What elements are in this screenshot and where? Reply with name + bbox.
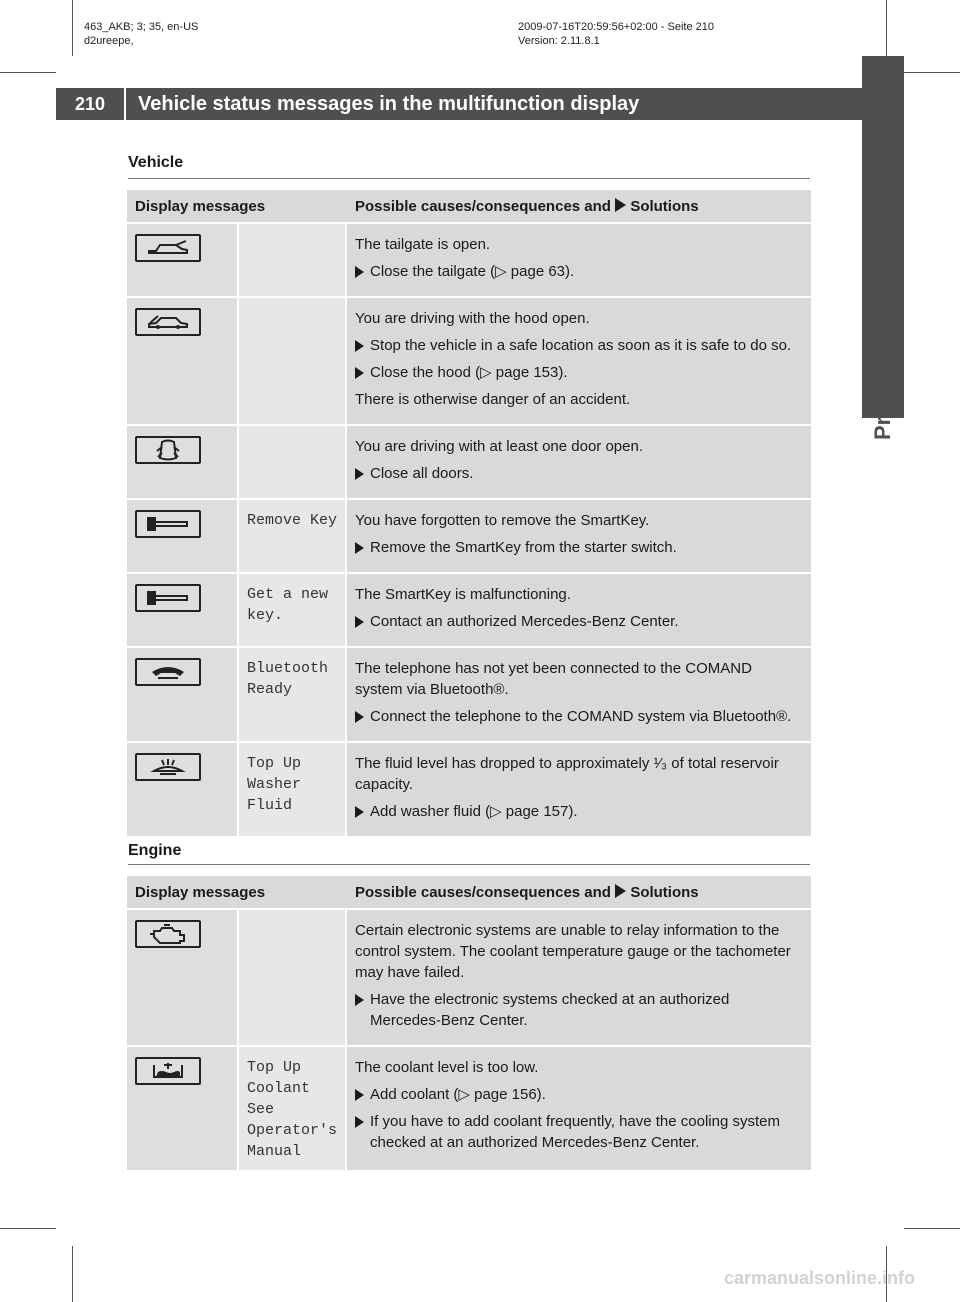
solution-step [355, 335, 803, 356]
line-text: There is otherwise danger of an accident. [355, 391, 631, 408]
display-message: Remove Key [237, 500, 347, 572]
solution-step [355, 989, 803, 1031]
table-header-row [127, 190, 811, 222]
causes-solutions-cell [347, 648, 811, 741]
solution-step [355, 261, 803, 282]
icon-cell [127, 426, 237, 498]
line-text: You are driving with the hood open. [355, 310, 590, 327]
solution-step [355, 706, 803, 727]
arrow-icon [355, 711, 364, 723]
crop-mark [72, 0, 73, 56]
arrow-icon [355, 468, 364, 480]
vehicle-messages-table [127, 188, 811, 838]
display-message [237, 910, 347, 1045]
line-text: Close the hood (▷ page 153). [370, 364, 568, 381]
solution-step [355, 463, 803, 484]
display-message [237, 426, 347, 498]
line-text: You have forgotten to remove the SmartKey. [355, 512, 650, 529]
causes-solutions-cell [347, 910, 811, 1045]
arrow-icon [355, 367, 364, 379]
arrow-icon [615, 198, 626, 212]
cause-text [355, 584, 803, 605]
telephone-icon [135, 658, 201, 686]
engine-messages-table [127, 874, 811, 1172]
icon-cell [127, 500, 237, 572]
coolant-icon [135, 1057, 201, 1085]
line-text: The tailgate is open. [355, 236, 491, 253]
crop-mark [886, 0, 887, 56]
cause-text [355, 658, 803, 700]
arrow-icon [355, 806, 364, 818]
causes-solutions-cell [347, 500, 811, 572]
crop-mark [0, 72, 56, 73]
line-text: The coolant level is too low. [355, 1059, 539, 1076]
sidebar-label-text: Practical hints [870, 289, 895, 440]
cause-text [355, 436, 803, 457]
display-message: Top Up Washer Fluid [237, 743, 347, 836]
meta-left-line2: d2ureepe, [84, 35, 134, 47]
column-header-causes: Possible causes/consequences and Solutions [347, 876, 811, 908]
hood-open-icon [135, 308, 201, 336]
column-header-display: Display messages [127, 876, 347, 908]
table-row [127, 1047, 811, 1170]
watermark: carmanualsonline.info [724, 1268, 916, 1288]
arrow-icon [355, 616, 364, 628]
icon-cell [127, 574, 237, 646]
section-title-vehicle: Vehicle [128, 154, 184, 171]
washer-fluid-icon [135, 753, 201, 781]
section-rule [128, 178, 810, 179]
print-metadata-right [518, 20, 714, 48]
page-header [56, 58, 904, 120]
display-message [237, 298, 347, 424]
causes-solutions-cell [347, 743, 811, 836]
line-text: Remove the SmartKey from the starter switch. [370, 539, 677, 556]
table-header-row [127, 876, 811, 908]
arrow-icon [355, 1116, 364, 1128]
table-row [127, 298, 811, 424]
cause-text [355, 753, 803, 795]
display-message: Top Up Coolant See Operator's Manual [237, 1047, 347, 1170]
line-text: Close all doors. [370, 465, 474, 482]
meta-left-line1: 463_AKB; 3; 35, en-US [84, 21, 199, 33]
table-row [127, 224, 811, 296]
engine-icon [135, 920, 201, 948]
solution-step [355, 1111, 803, 1153]
meta-right-line2: Version: 2.11.8.1 [518, 35, 600, 47]
line-text: Have the electronic systems checked at an authorized Mercedes-Benz Center. [370, 991, 730, 1029]
causes-solutions-cell [347, 224, 811, 296]
cause-text [355, 1057, 803, 1078]
icon-cell [127, 743, 237, 836]
sidebar-section-label [862, 140, 902, 440]
line-text: The telephone has not yet been connected to the COMAND system via Bluetooth®. [355, 660, 752, 698]
line-text: The SmartKey is malfunctioning. [355, 586, 571, 603]
causes-solutions-cell [347, 574, 811, 646]
section-rule [128, 864, 810, 865]
arrow-icon [615, 884, 626, 898]
solution-step [355, 537, 803, 558]
arrow-icon [355, 994, 364, 1006]
solution-step [355, 362, 803, 383]
cause-text [355, 308, 803, 329]
icon-cell [127, 224, 237, 296]
line-text: Contact an authorized Mercedes-Benz Center. [370, 613, 679, 630]
line-text: The fluid level has dropped to approximately ¹⁄₃ of total reservoir capacity. [355, 755, 779, 793]
table-row [127, 648, 811, 741]
icon-cell [127, 1047, 237, 1170]
arrow-icon [355, 266, 364, 278]
cause-text [355, 389, 803, 410]
crop-mark [904, 1228, 960, 1229]
line-text: Connect the telephone to the COMAND system via Bluetooth®. [370, 708, 792, 725]
line-text: Stop the vehicle in a safe location as soon as it is safe to do so. [370, 337, 792, 354]
section-title-engine: Engine [128, 842, 182, 859]
causes-solutions-cell [347, 1047, 811, 1170]
causes-solutions-cell [347, 298, 811, 424]
solution-step [355, 1084, 803, 1105]
display-message: Get a new key. [237, 574, 347, 646]
icon-cell [127, 910, 237, 1045]
column-header-display: Display messages [127, 190, 347, 222]
crop-mark [904, 72, 960, 73]
line-text: Certain electronic systems are unable to relay information to the control system. The coolant temperature gauge or the tachometer may have failed. [355, 922, 791, 981]
solution-step [355, 801, 803, 822]
page-title: Vehicle status messages in the multifunction display [126, 88, 904, 120]
icon-cell [127, 648, 237, 741]
column-header-causes: Possible causes/consequences and Solutions [347, 190, 811, 222]
table-row [127, 426, 811, 498]
key-icon [135, 584, 201, 612]
print-metadata-left [84, 20, 198, 48]
arrow-icon [355, 340, 364, 352]
display-message: Bluetooth Ready [237, 648, 347, 741]
cause-text [355, 510, 803, 531]
solution-step [355, 611, 803, 632]
icon-cell [127, 298, 237, 424]
arrow-icon [355, 542, 364, 554]
cause-text [355, 920, 803, 983]
table-row [127, 743, 811, 836]
meta-right-line1: 2009-07-16T20:59:56+02:00 - Seite 210 [518, 21, 715, 33]
causes-solutions-cell [347, 426, 811, 498]
line-text: Add coolant (▷ page 156). [370, 1086, 546, 1103]
line-text: If you have to add coolant frequently, have the cooling system checked at an authorized Mercedes-Benz Center. [370, 1113, 780, 1151]
page-number: 210 [56, 88, 124, 120]
line-text: Add washer fluid (▷ page 157). [370, 803, 578, 820]
crop-mark [0, 1228, 56, 1229]
tailgate-open-icon [135, 234, 201, 262]
table-row [127, 910, 811, 1045]
display-message [237, 224, 347, 296]
door-open-icon [135, 436, 201, 464]
crop-mark [72, 1246, 73, 1302]
key-icon [135, 510, 201, 538]
arrow-icon [355, 1089, 364, 1101]
table-row [127, 574, 811, 646]
line-text: You are driving with at least one door open. [355, 438, 643, 455]
cause-text [355, 234, 803, 255]
table-row [127, 500, 811, 572]
line-text: Close the tailgate (▷ page 63). [370, 263, 575, 280]
